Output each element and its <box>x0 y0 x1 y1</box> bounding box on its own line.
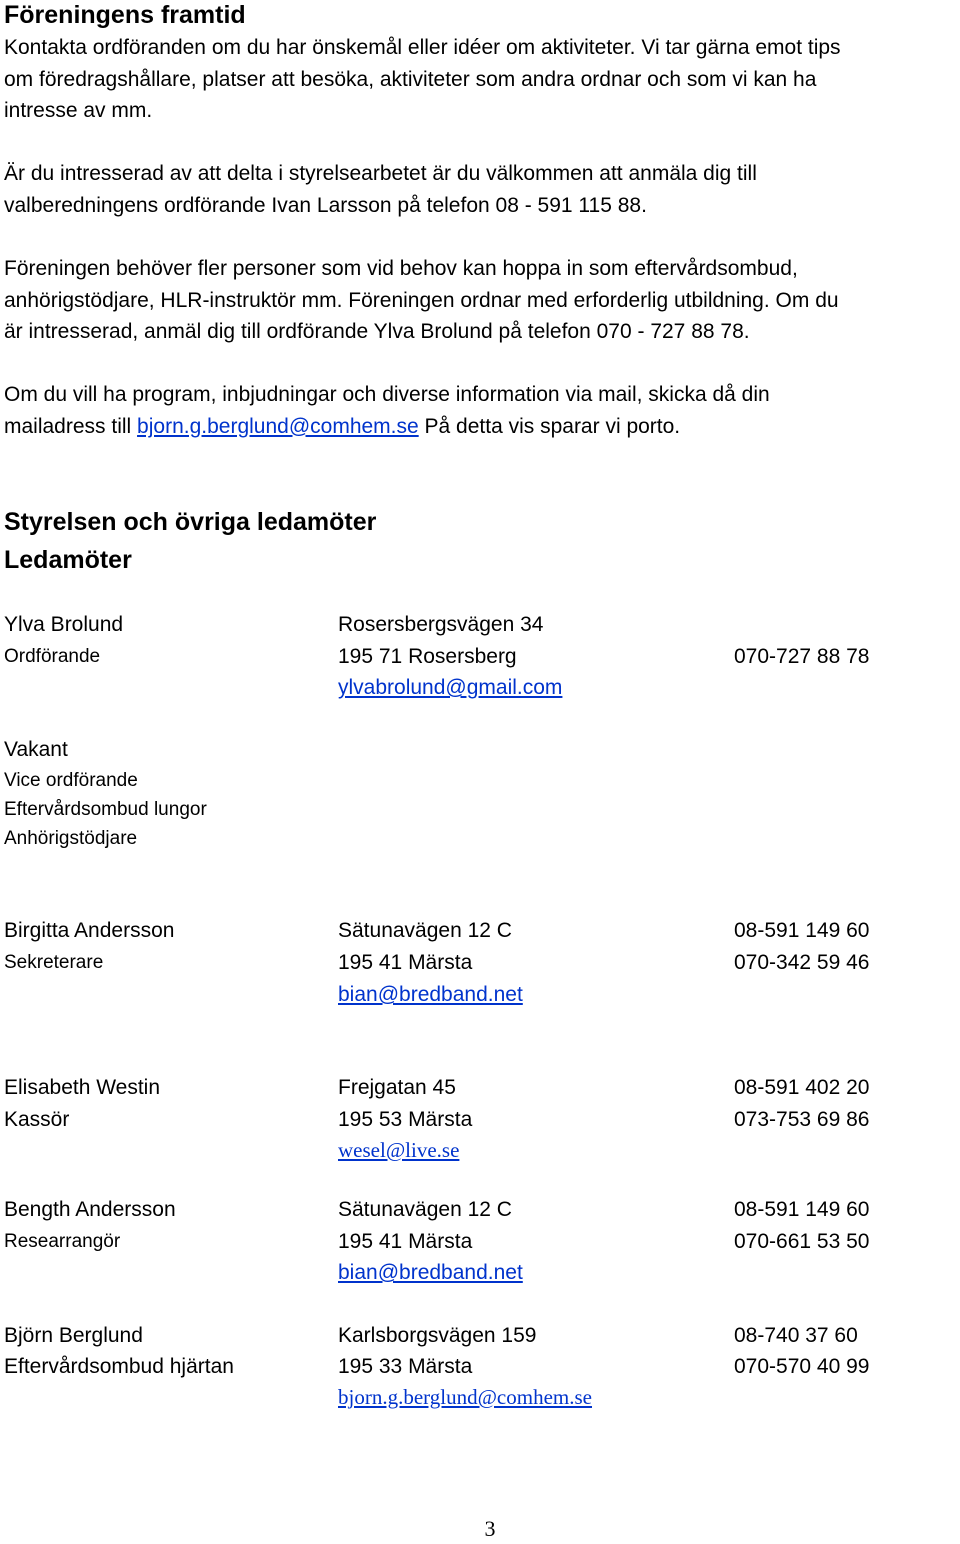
member-email-link[interactable]: ylvabrolund@gmail.com <box>338 676 563 699</box>
section-heading-styrelsen: Styrelsen och övriga ledamöter <box>4 508 377 536</box>
mail-suffix-text: På detta vis sparar vi porto. <box>418 414 681 438</box>
member-role: Anhörigstödjare <box>4 828 138 849</box>
member-street: Karlsborgsvägen 159 <box>338 1324 537 1347</box>
member-role: Eftervårdsombud lungor <box>4 799 207 820</box>
contact-email-link[interactable]: bjorn.g.berglund@comhem.se <box>137 414 419 438</box>
member-role: Vice ordförande <box>4 770 138 791</box>
member-city: 195 53 Märsta <box>338 1108 473 1131</box>
paragraph-line <box>4 411 954 443</box>
member-phone: 070-661 53 50 <box>734 1230 870 1253</box>
member-role: Sekreterare <box>4 952 104 973</box>
section-heading-framtid: Föreningens framtid <box>4 1 246 29</box>
member-phone: 073-753 69 86 <box>734 1108 870 1131</box>
member-role: Eftervårdsombud hjärtan <box>4 1355 234 1378</box>
paragraph-line: Föreningen behöver fler personer som vid behov kan hoppa in som eftervårdsombud, <box>4 257 798 280</box>
member-city: 195 41 Märsta <box>338 951 473 974</box>
paragraph-line: anhörigstödjare, HLR-instruktör mm. Föreningen ordnar med erforderlig utbildning. Om du <box>4 288 839 312</box>
member-name: Bength Andersson <box>4 1198 176 1221</box>
paragraph-line: Kontakta ordföranden om du har önskemål eller idéer om aktiviteter. Vi tar gärna emot tips <box>4 36 841 59</box>
member-street: Rosersbergsvägen 34 <box>338 613 544 636</box>
paragraph-line: intresse av mm. <box>4 99 153 122</box>
paragraph-line: är intresserad, anmäl dig till ordförande Ylva Brolund på telefon 070 - 727 88 78. <box>4 320 750 343</box>
member-name: Ylva Brolund <box>4 613 124 636</box>
paragraph-line: Om du vill ha program, inbjudningar och diverse information via mail, skicka då din <box>4 383 770 406</box>
section-heading-ledamoter: Ledamöter <box>4 546 132 574</box>
member-phone: 08-740 37 60 <box>734 1324 858 1347</box>
member-name: Elisabeth Westin <box>4 1076 161 1099</box>
paragraph-volunteers <box>4 253 954 348</box>
member-phone: 070-570 40 99 <box>734 1355 870 1378</box>
paragraph-contact <box>4 32 954 127</box>
member-name: Björn Berglund <box>4 1324 143 1347</box>
paragraph-line: valberedningens ordförande Ivan Larsson på telefon 08 - 591 115 88. <box>4 193 647 217</box>
member-phone: 070-342 59 46 <box>734 951 870 974</box>
member-phone: 070-727 88 78 <box>734 645 870 668</box>
member-role: Researrangör <box>4 1231 121 1252</box>
member-email-link[interactable]: bian@bredband.net <box>338 1261 523 1284</box>
member-phone: 08-591 149 60 <box>734 919 870 942</box>
member-email-link[interactable]: bjorn.g.berglund@comhem.se <box>338 1385 592 1409</box>
member-email-link[interactable]: bian@bredband.net <box>338 983 523 1006</box>
page-number: 3 <box>484 1516 496 1541</box>
member-phone: 08-591 149 60 <box>734 1198 870 1221</box>
member-city: 195 33 Märsta <box>338 1355 473 1378</box>
member-city: 195 41 Märsta <box>338 1230 473 1253</box>
member-phone: 08-591 402 20 <box>734 1076 870 1099</box>
member-role: Ordförande <box>4 646 101 667</box>
member-name: Vakant <box>4 738 68 761</box>
member-name: Birgitta Andersson <box>4 919 175 942</box>
member-street: Sätunavägen 12 C <box>338 1198 512 1221</box>
paragraph-line: Är du intresserad av att delta i styrelsearbetet är du välkommen att anmäla dig till <box>4 162 757 185</box>
paragraph-line: om föredragshållare, platser att besöka, aktiviteter som andra ordnar och som vi kan ha <box>4 67 817 91</box>
member-street: Frejgatan 45 <box>338 1076 456 1099</box>
mail-prefix-text: mailadress till <box>4 414 138 438</box>
member-email-link[interactable]: wesel@live.se <box>338 1138 460 1162</box>
member-role: Kassör <box>4 1108 70 1131</box>
member-city: 195 71 Rosersberg <box>338 645 517 668</box>
paragraph-mail-info <box>4 379 954 442</box>
paragraph-board-work <box>4 158 954 221</box>
member-street: Sätunavägen 12 C <box>338 919 512 942</box>
